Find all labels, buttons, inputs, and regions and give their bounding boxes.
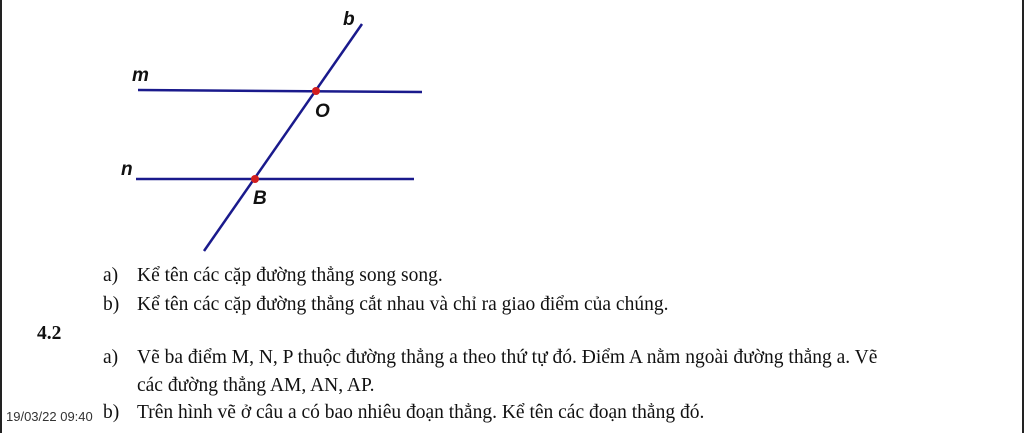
item-b-marker: b): [103, 294, 120, 315]
point-B: [251, 175, 259, 183]
section-item-a-line1: Vẽ ba điểm M, N, P thuộc đường thẳng a theo thứ tự đó. Điểm A nằm ngoài đường thẳng a. Vẽ: [137, 347, 878, 368]
section-item-b-marker: b): [103, 402, 120, 423]
item-a-marker: a): [103, 265, 119, 286]
line-n-label: n: [121, 159, 133, 180]
point-B-label: B: [253, 188, 267, 209]
item-a-text: Kể tên các cặp đường thẳng song song.: [137, 265, 443, 286]
section-item-a-marker: a): [103, 347, 119, 368]
line-b-label: b: [343, 9, 355, 30]
timestamp: 19/03/22 09:40: [6, 409, 93, 424]
line-m-label: m: [132, 65, 149, 86]
line-b: [204, 24, 362, 251]
section-item-a-line2: các đường thẳng AM, AN, AP.: [137, 375, 375, 396]
section-item-b-text: Trên hình vẽ ở câu a có bao nhiêu đoạn thẳng. Kể tên các đoạn thẳng đó.: [137, 402, 705, 423]
item-b-text: Kể tên các cặp đường thẳng cắt nhau và chỉ ra giao điểm của chúng.: [137, 294, 669, 315]
line-m: [138, 90, 422, 92]
point-O-label: O: [315, 101, 330, 122]
point-O: [312, 87, 320, 95]
section-number: 4.2: [37, 323, 62, 344]
